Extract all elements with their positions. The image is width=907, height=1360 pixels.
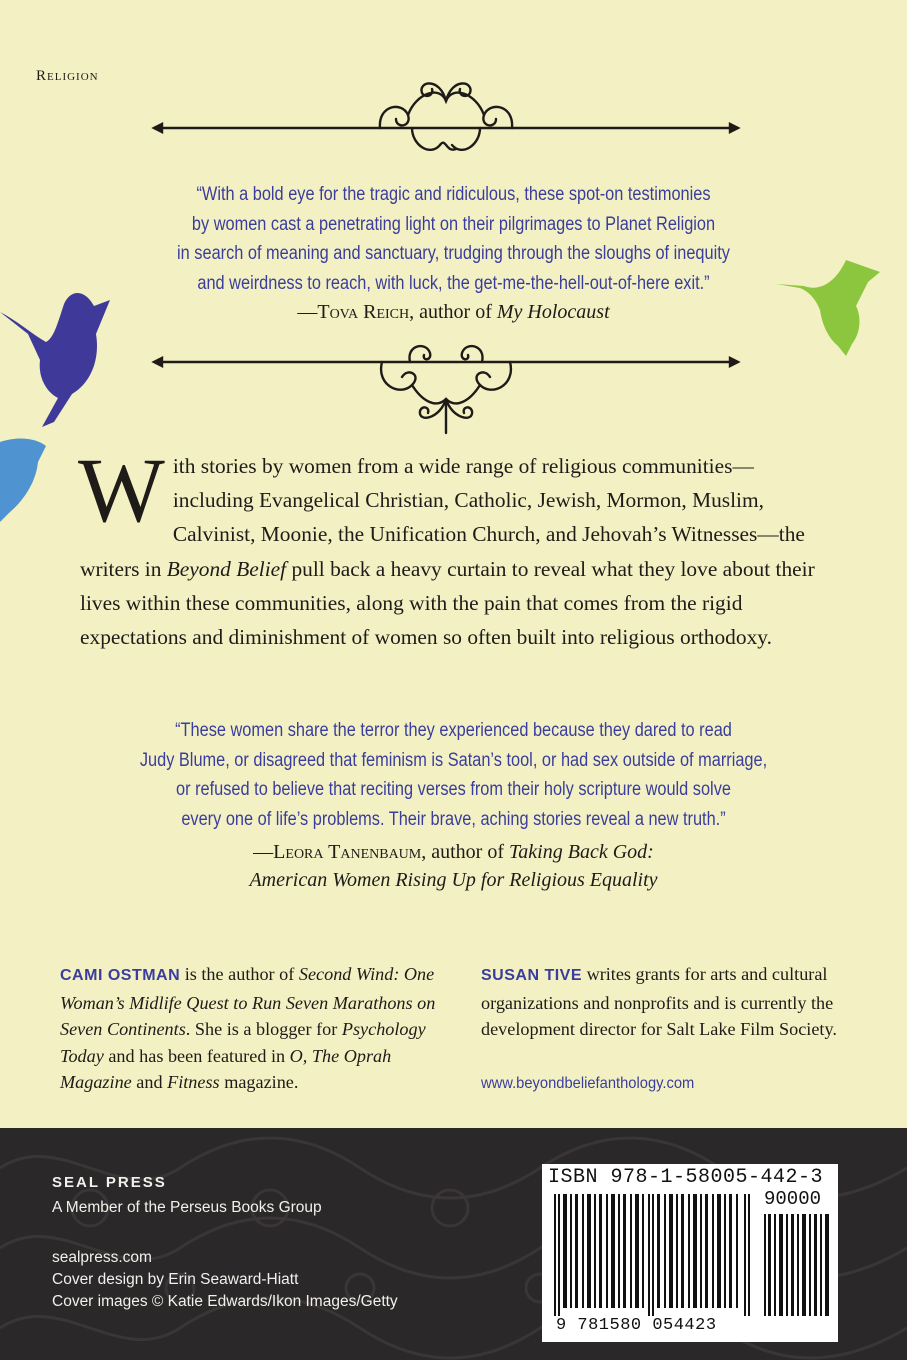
drop-cap: W bbox=[78, 439, 165, 541]
quote-attribution bbox=[60, 838, 847, 894]
book-title: Second Wind: One Woman’s Midlife Quest to Run Seven Marathons on Seven Continents bbox=[60, 964, 436, 1039]
author-name: Leora Tanenbaum bbox=[273, 841, 422, 863]
barcode-label bbox=[542, 1164, 838, 1342]
bio-cami-ostman bbox=[60, 961, 440, 1096]
publisher-name: SEAL PRESS bbox=[52, 1174, 167, 1191]
book-title: Beyond Belief bbox=[166, 556, 287, 581]
bio-name: CAMI OSTMAN bbox=[60, 967, 181, 984]
magazine-title: Fitness bbox=[167, 1072, 220, 1092]
ean-digits: 9 781580 054423 bbox=[556, 1316, 717, 1335]
quote-line: by women cast a penetrating light on their pilgrimages to Planet Religion bbox=[191, 213, 716, 235]
bio-susan-tive bbox=[481, 961, 861, 1043]
blue-bird-icon bbox=[0, 432, 52, 524]
publisher-site-link[interactable]: sealpress.com bbox=[52, 1249, 152, 1266]
bio-name: SUSAN TIVE bbox=[481, 967, 583, 984]
dash: — bbox=[253, 841, 274, 863]
quote-tova-reich bbox=[115, 180, 792, 298]
quote-line: or refused to believe that reciting verses from their holy scripture would solve bbox=[176, 779, 731, 800]
website-link[interactable]: www.beyondbeliefanthology.com bbox=[481, 1075, 695, 1092]
bio-text: and has been featured in bbox=[103, 1045, 290, 1066]
author-of-text: , author of bbox=[421, 841, 510, 863]
ornament-divider-top bbox=[150, 65, 742, 175]
bio-text: writes grants for arts and cultural organizations and nonprofits and is currently the development director for Salt Lake Film Society. bbox=[481, 964, 837, 1039]
author-of-text: , author of bbox=[409, 301, 497, 323]
description-paragraph bbox=[78, 439, 828, 654]
bio-text: is the author of bbox=[180, 964, 299, 984]
bio-text: and bbox=[131, 1072, 168, 1092]
publisher-member: A Member of the Perseus Books Group bbox=[52, 1199, 322, 1216]
isbn-text: ISBN 978-1-58005-442-3 bbox=[548, 1166, 824, 1189]
description-text: pull back a heavy curtain to reveal what they love about their lives within these communities, along with the pain that comes from the rigid expectations and diminishment of women so often built into religious orthodoxy. bbox=[80, 556, 815, 650]
magazine-title: Psychology Today bbox=[60, 1019, 426, 1066]
quote-line: “These women share the terror they experienced because they dared to read bbox=[175, 720, 732, 741]
quote-line: Judy Blume, or disagreed that feminism is Satan’s tool, or had sex outside of marriage, bbox=[139, 749, 768, 771]
cover-design-credit: Cover design by Erin Seaward-Hiatt bbox=[52, 1271, 299, 1288]
author-name: Tova Reich bbox=[317, 301, 410, 323]
quote-attribution bbox=[60, 298, 847, 326]
ornament-divider-middle bbox=[150, 335, 742, 445]
footer-band bbox=[0, 1128, 907, 1360]
quote-line: every one of life’s problems. Their brave, aching stories reveal a new truth.” bbox=[181, 808, 726, 830]
dash: — bbox=[297, 301, 318, 323]
category-label: Religion bbox=[36, 68, 99, 84]
bio-text: magazine. bbox=[219, 1072, 299, 1092]
cover-images-credit: Cover images © Katie Edwards/Ikon Images/Getty bbox=[52, 1293, 398, 1310]
price-barcode-icon bbox=[764, 1214, 830, 1316]
book-title-line2: American Women Rising Up for Religious Equality bbox=[249, 869, 658, 891]
book-title: Taking Back God: bbox=[509, 841, 654, 863]
book-title: My Holocaust bbox=[496, 301, 610, 323]
quote-line: in search of meaning and sanctuary, trudging through the sloughs of inequity bbox=[177, 243, 730, 264]
bio-text: . She is a blogger for bbox=[185, 1019, 342, 1039]
ean-barcode-icon bbox=[554, 1194, 754, 1316]
price-code: 90000 bbox=[764, 1188, 822, 1210]
magazine-title: O, The Oprah Magazine bbox=[60, 1045, 392, 1092]
quote-line: “With a bold eye for the tragic and ridiculous, these spot-on testimonies bbox=[196, 184, 711, 205]
quote-leora-tanenbaum bbox=[115, 716, 792, 834]
quote-line: and weirdness to reach, with luck, the get-me-the-hell-out-of-here exit.” bbox=[197, 272, 710, 294]
description-text: ith stories by women from a wide range of religious communities—including Evangelical Christian, Catholic, Jewish, Mormon, Muslim, Calvinist, Moonie, the Unification Church, and Jehovah’s Witnesses—the writers in bbox=[80, 454, 805, 581]
